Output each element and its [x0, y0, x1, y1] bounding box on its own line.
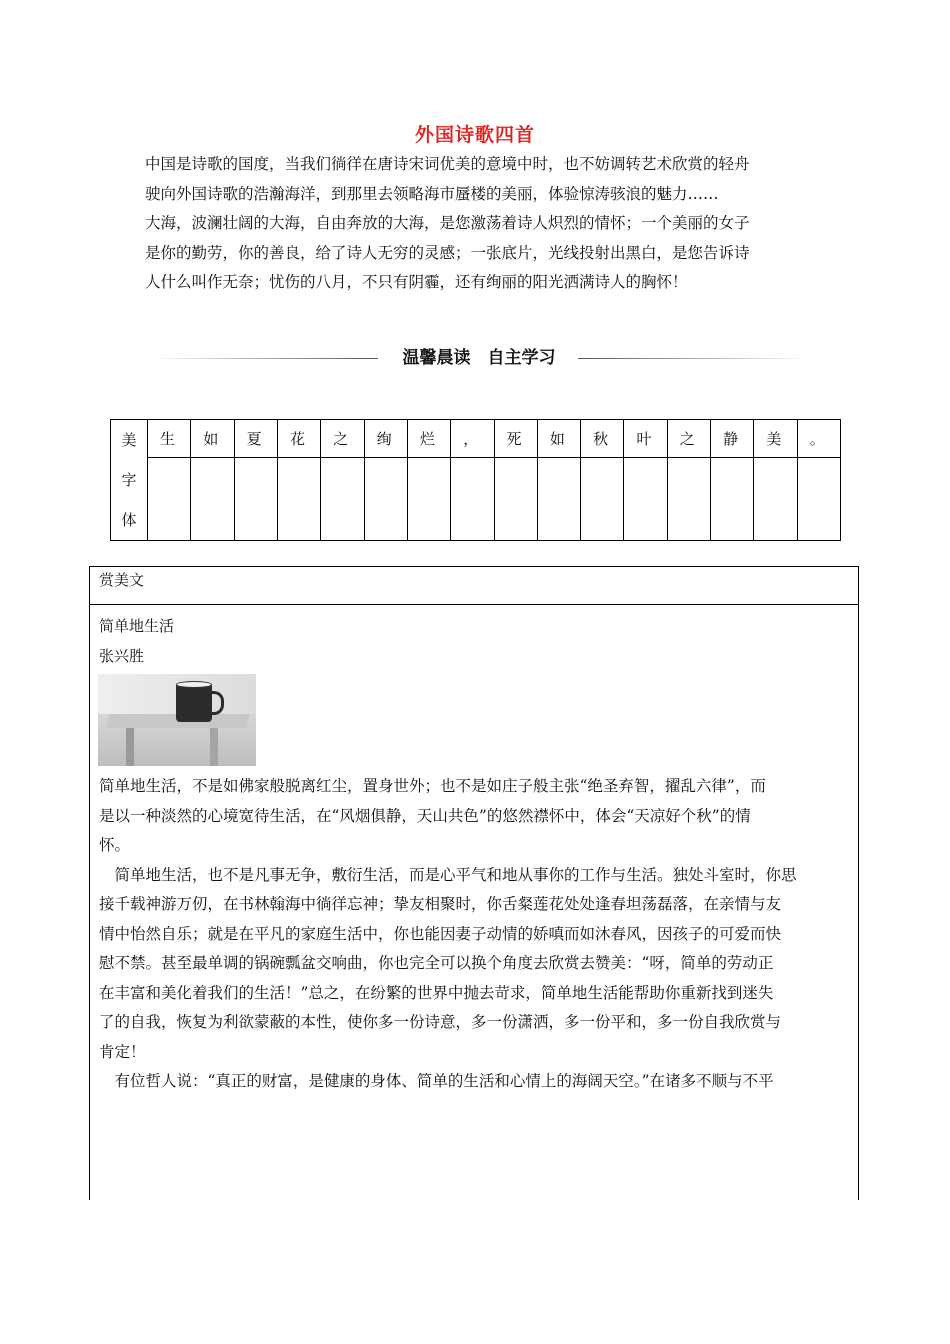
model-char-cell: 秋: [581, 420, 624, 458]
model-char-cell: 夏: [234, 420, 277, 458]
practice-cell[interactable]: [624, 458, 667, 541]
intro-line: 中国是诗歌的国度，当我们徜徉在唐诗宋词优美的意境中时，也不妨调转艺术欣赏的轻舟: [145, 155, 750, 173]
practice-cell[interactable]: [277, 458, 320, 541]
article-line: 怀。: [99, 836, 131, 854]
model-char-cell: 静: [711, 420, 754, 458]
model-char-cell: 绚: [364, 420, 407, 458]
practice-cell[interactable]: [234, 458, 277, 541]
photo-stool-leg: [210, 728, 218, 766]
divider-line-right: [578, 358, 810, 359]
article-line: 慰不禁。甚至最单调的锅碗瓢盆交响曲，你也完全可以换个角度去欣赏去赞美：“呀，简单的劳动正: [99, 954, 774, 972]
model-char-cell: 烂: [407, 420, 450, 458]
intro-line: 是你的勤劳，你的善良，给了诗人无穷的灵感；一张底片，光线投射出黑白，是您告诉诗: [145, 243, 750, 262]
article-line: 有位哲人说：“真正的财富，是健康的身体、简单的生活和心情上的海阔天空。”在诸多不顺与不平: [99, 1072, 774, 1090]
article-line: 简单地生活，也不是凡事无争，敷衍生活，而是心平气和地从事你的工作与生活。独处斗室时，你思: [99, 865, 797, 884]
section-divider: [150, 344, 810, 372]
page-title: 外国诗歌四首: [414, 124, 535, 146]
practice-cell[interactable]: [321, 458, 364, 541]
cup-on-stool-photo: [98, 674, 256, 766]
practice-cell[interactable]: [754, 458, 797, 541]
model-char-cell: 生: [148, 420, 191, 458]
intro-line: 人什么叫作无奈；忧伤的八月，不只有阴霾，还有绚丽的阳光洒满诗人的胸怀！: [145, 273, 688, 291]
practice-cell[interactable]: [667, 458, 710, 541]
article-title: 简单地生活: [99, 617, 175, 635]
row-header-cell: [111, 420, 148, 541]
model-char-cell: ，: [451, 420, 494, 458]
practice-cell[interactable]: [148, 458, 191, 541]
practice-cell[interactable]: [797, 458, 840, 541]
model-char-cell: 如: [191, 420, 234, 458]
article-line: 肯定！: [99, 1042, 146, 1061]
practice-cell[interactable]: [191, 458, 234, 541]
practice-cell[interactable]: [364, 458, 407, 541]
intro-line: 大海，波澜壮阔的大海，自由奔放的大海，是您激荡着诗人炽烈的情怀；一个美丽的女子: [145, 214, 750, 232]
photo-cup: [176, 684, 212, 722]
calligraphy-practice-table: [110, 419, 841, 541]
article-line: 是以一种淡然的心境宽待生活，在“风烟俱静，天山共色”的悠然襟怀中，体会“天凉好个秋”的情: [99, 806, 751, 825]
article-line: 了的自我，恢复为利欲蒙蔽的本性，使你多一份诗意，多一份潇洒，多一份平和，多一份自我欣赏与: [99, 1013, 782, 1031]
model-char-cell: 死: [494, 420, 537, 458]
model-char-cell: 之: [667, 420, 710, 458]
practice-cell[interactable]: [494, 458, 537, 541]
article-line: 接千载神游万仞，在书林翰海中徜徉忘神；挚友相聚时，你舌粲莲花处处逢春坦荡磊落，在亲情与友: [99, 895, 782, 913]
model-char-cell: 美: [754, 420, 797, 458]
photo-cup-rim: [176, 681, 212, 688]
practice-cell[interactable]: [537, 458, 580, 541]
model-char-cell: 。: [797, 420, 840, 458]
model-char-cell: 花: [277, 420, 320, 458]
practice-cell[interactable]: [581, 458, 624, 541]
article-body: [90, 772, 858, 1097]
divider-line-left: [150, 358, 378, 359]
row-header-char: 美: [121, 431, 137, 449]
row-header-char: 体: [121, 511, 137, 529]
model-char-cell: 之: [321, 420, 364, 458]
intro-paragraph: [145, 150, 815, 298]
table-row: [111, 458, 841, 541]
model-char-cell: 如: [537, 420, 580, 458]
practice-cell[interactable]: [451, 458, 494, 541]
model-char-cell: 叶: [624, 420, 667, 458]
practice-cell[interactable]: [711, 458, 754, 541]
practice-cell[interactable]: [407, 458, 450, 541]
article-author: 张兴胜: [99, 647, 145, 665]
intro-line: 驶向外国诗歌的浩瀚海洋，到那里去领略海市蜃楼的美丽，体验惊涛骇浪的魅力……: [145, 184, 719, 203]
row-header-char: 字: [121, 471, 137, 489]
section-heading: 温馨晨读 自主学习: [402, 348, 556, 368]
table-row: [111, 420, 841, 458]
article-line: 情中怡然自乐；就是在平凡的家庭生活中，你也能因妻子动情的娇嗔而如沐春风，因孩子的可爱而快: [99, 924, 782, 943]
article-line: 简单地生活，不是如佛家般脱离红尘，置身世外；也不是如庄子般主张“绝圣弃智，擢乱六律”，而: [99, 777, 766, 795]
article-line: 在丰富和美化着我们的生活！”总之，在纷繁的世界中抛去苛求，简单地生活能帮助你重新找到迷失: [99, 983, 774, 1002]
article-box: [89, 566, 859, 1200]
article-section-label: 赏美文: [90, 567, 858, 605]
photo-stool-leg: [126, 728, 134, 766]
